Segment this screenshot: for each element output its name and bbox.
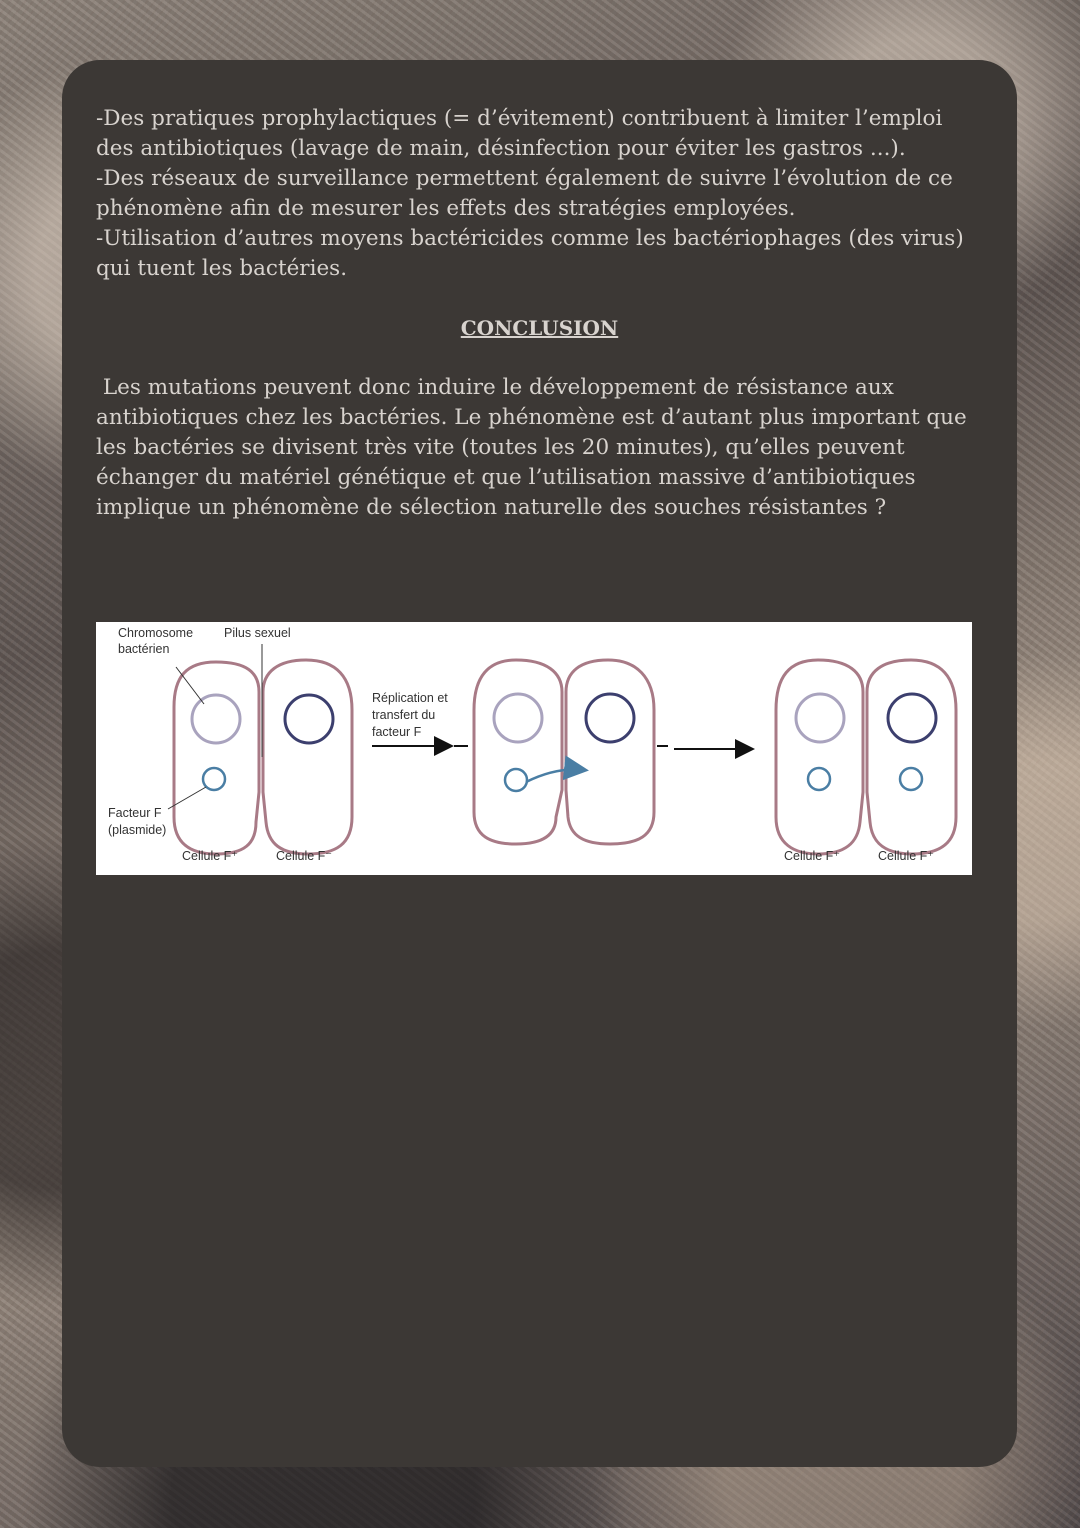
label-chromosome-1: Chromosome [118, 626, 194, 640]
stage2-left-chromosome [494, 694, 542, 742]
conjugation-diagram [96, 622, 972, 875]
label-factor-2: (plasmide) [108, 823, 167, 837]
stage2-right-chromosome [586, 694, 634, 742]
stage-3-cells [776, 660, 956, 854]
stage-2-cells [454, 660, 668, 844]
stage3-left-membrane [776, 660, 863, 854]
stage2-right-membrane [566, 660, 654, 844]
label-cell-donor: Cellule F⁺ [182, 849, 238, 863]
stage3-right-membrane [867, 660, 956, 854]
chromosome-pointer [176, 667, 204, 704]
conjugation-svg [96, 622, 972, 875]
bullet-prophylaxis: -Des pratiques prophylactiques (= d’évitement) contribuent à limiter l’emploi des antibiotiques (lavage de main, désinfection pour éviter les gastros ...). [96, 106, 943, 161]
label-step-3: facteur F [372, 725, 422, 739]
label-factor-1: Facteur F [108, 806, 162, 820]
label-step-2: transfert du [372, 708, 436, 722]
plasmid-transfer-arrow [526, 770, 584, 783]
bullet-bacteriophages: -Utilisation d’autres moyens bactéricides comme les bactériophages (des virus) qui tuent les bactéries. [96, 226, 964, 281]
stage2-left-membrane [474, 660, 562, 844]
recipient-chromosome [285, 695, 333, 743]
label-cell-result-1: Cellule F⁺ [784, 849, 840, 863]
stage3-right-chromosome [888, 694, 936, 742]
label-chromosome-2: bactérien [118, 642, 170, 656]
label-step-1: Réplication et [372, 691, 448, 705]
stage3-left-plasmid [808, 768, 830, 790]
stage-1-cells [168, 644, 352, 854]
bullet-list [96, 104, 981, 284]
stage3-right-plasmid [900, 768, 922, 790]
cell-recipient-membrane [263, 660, 352, 854]
bullet-surveillance: -Des réseaux de surveillance permettent également de suivre l’évolution de ce phénomène afin de mesurer les effets des stratégies employées. [96, 166, 953, 221]
cell-donor-membrane [174, 662, 259, 854]
stage3-left-chromosome [796, 694, 844, 742]
label-pilus: Pilus sexuel [224, 626, 291, 640]
conclusion-title: CONCLUSION [460, 316, 619, 340]
conclusion-paragraph [96, 373, 981, 523]
label-cell-recipient: Cellule F⁻ [276, 849, 332, 863]
donor-plasmid [203, 768, 225, 790]
donor-chromosome [192, 695, 240, 743]
stage2-plasmid [505, 769, 527, 791]
label-cell-result-2: Cellule F⁺ [878, 849, 934, 863]
conclusion-body: Les mutations peuvent donc induire le développement de résistance aux antibiotiques chez les bactéries. Le phénomène est d’autant plus important que les bactéries se divisent très vite (toutes les 20 minutes), qu’elles peuvent échanger du matériel génétique et que l’utilisation massive d’antibiotiques implique un phénomène de sélection naturelle des souches résistantes ? [96, 375, 974, 520]
